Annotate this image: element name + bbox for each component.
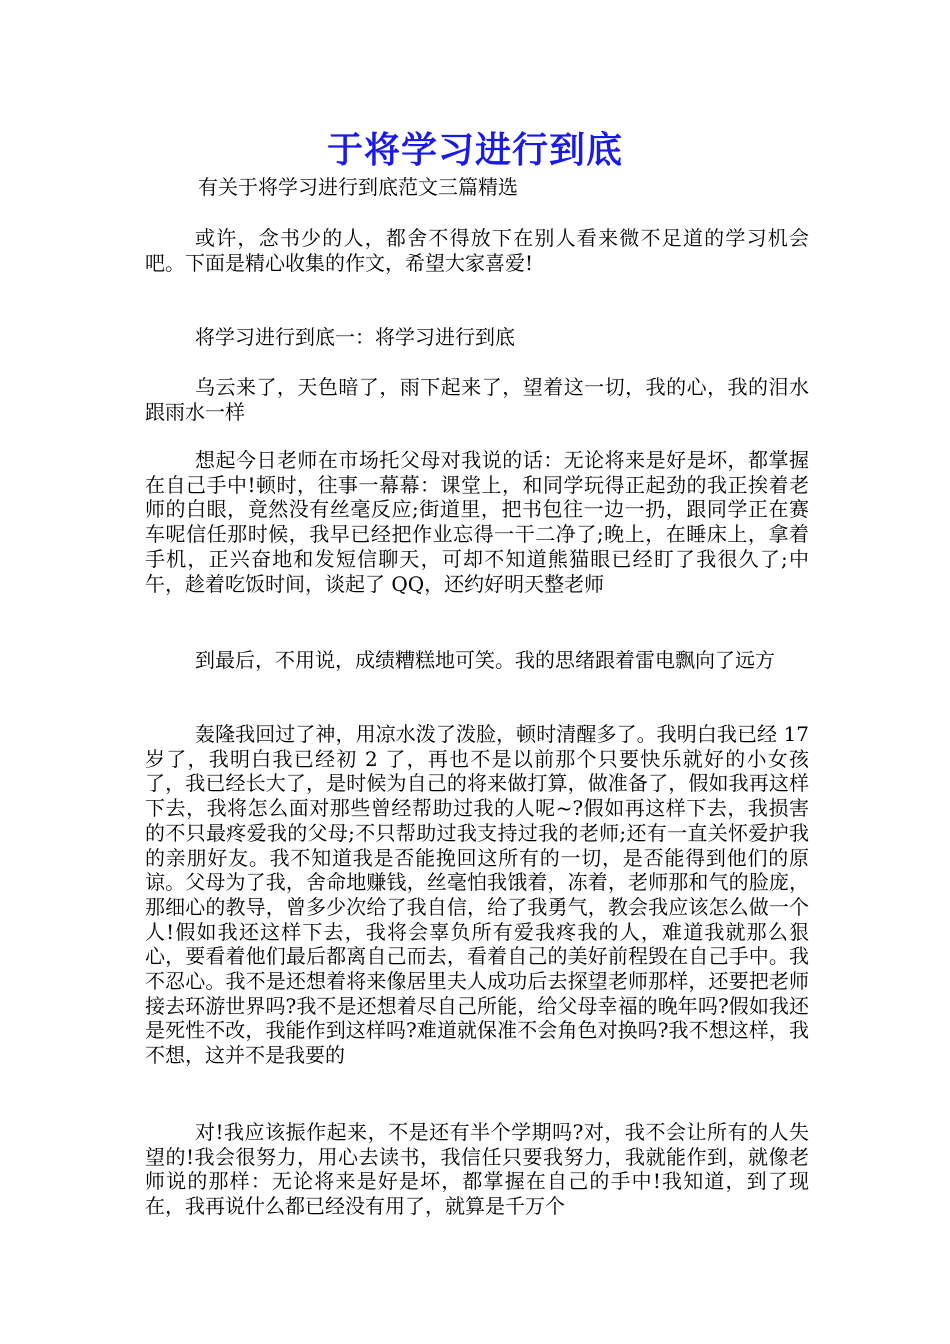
document-subtitle: 有关于将学习进行到底范文三篇精选 [198,175,518,199]
body-paragraph: 轰隆我回过了神，用凉水泼了泼脸，顿时清醒多了。我明白我已经 17 岁了，我明白我已经初 2 了，再也不是以前那个只要快乐就好的小女孩了，我已经长大了，是时候为自己的将来做打算，做准备了，假如我再这样下去，我将怎么面对那些曾经帮助过我的人呢~?假如再这样下去，我损害的不只最疼爱我的父母;不只帮助过我支持过我的老师;还有一直关怀爱护我的亲朋好友。我不知道我是否能挽回这所有的一切，是否能得到他们的原谅。父母为了我，舍命地赚钱，丝毫怕我饿着，冻着，老师那和气的脸庞，那细心的教导，曾多少次给了我自信，给了我勇气，教会我应该怎么做一个人!假如我还这样下去，我将会辜负所有爱我疼我的人，难道我就那么狠心，要看着他们最后都离自己而去，看着自己的美好前程毁在自己手中。我不忍心。我不是还想着将来像居里夫人成功后去探望老师那样，还要把老师接去环游世界吗?我不是还想着尽自己所能，给父母幸福的晚年吗?假如我还是死性不改，我能作到这样吗?难道就保准不会角色对换吗?我不想这样，我不想，这并不是我要的 [145,722,809,1068]
body-paragraph: 到最后，不用说，成绩糟糕地可笑。我的思绪跟着雷电飘向了远方 [195,648,775,672]
section-heading: 将学习进行到底一：将学习进行到底 [195,325,515,349]
intro-paragraph: 或许，念书少的人，都舍不得放下在别人看来微不足道的学习机会吧。下面是精心收集的作文，希望大家喜爱! [145,226,809,275]
body-paragraph: 想起今日老师在市场托父母对我说的话：无论将来是好是坏，都掌握在自己手中!顿时，往事一幕幕：课堂上，和同学玩得正起劲的我正挨着老师的白眼，竟然没有丝毫反应;街道里，把书包往一边一扔，跟同学正在赛车呢信任那时候，我早已经把作业忘得一干二净了;晚上，在睡床上，拿着手机，正兴奋地和发短信聊天，可却不知道熊猫眼已经盯了我很久了;中午，趁着吃饭时间，谈起了 QQ，还约好明天整老师 [145,448,809,596]
document-title: 于将学习进行到底 [326,130,623,171]
body-paragraph: 对!我应该振作起来，不是还有半个学期吗?对，我不会让所有的人失望的!我会很努力，用心去读书，我信任只要我努力，我就能作到，就像老师说的那样：无论将来是好是坏，都掌握在自己的手中!我知道，到了现在，我再说什么都已经没有用了，就算是千万个 [145,1120,809,1219]
body-paragraph: 乌云来了，天色暗了，雨下起来了，望着这一切，我的心，我的泪水跟雨水一样 [145,375,809,424]
